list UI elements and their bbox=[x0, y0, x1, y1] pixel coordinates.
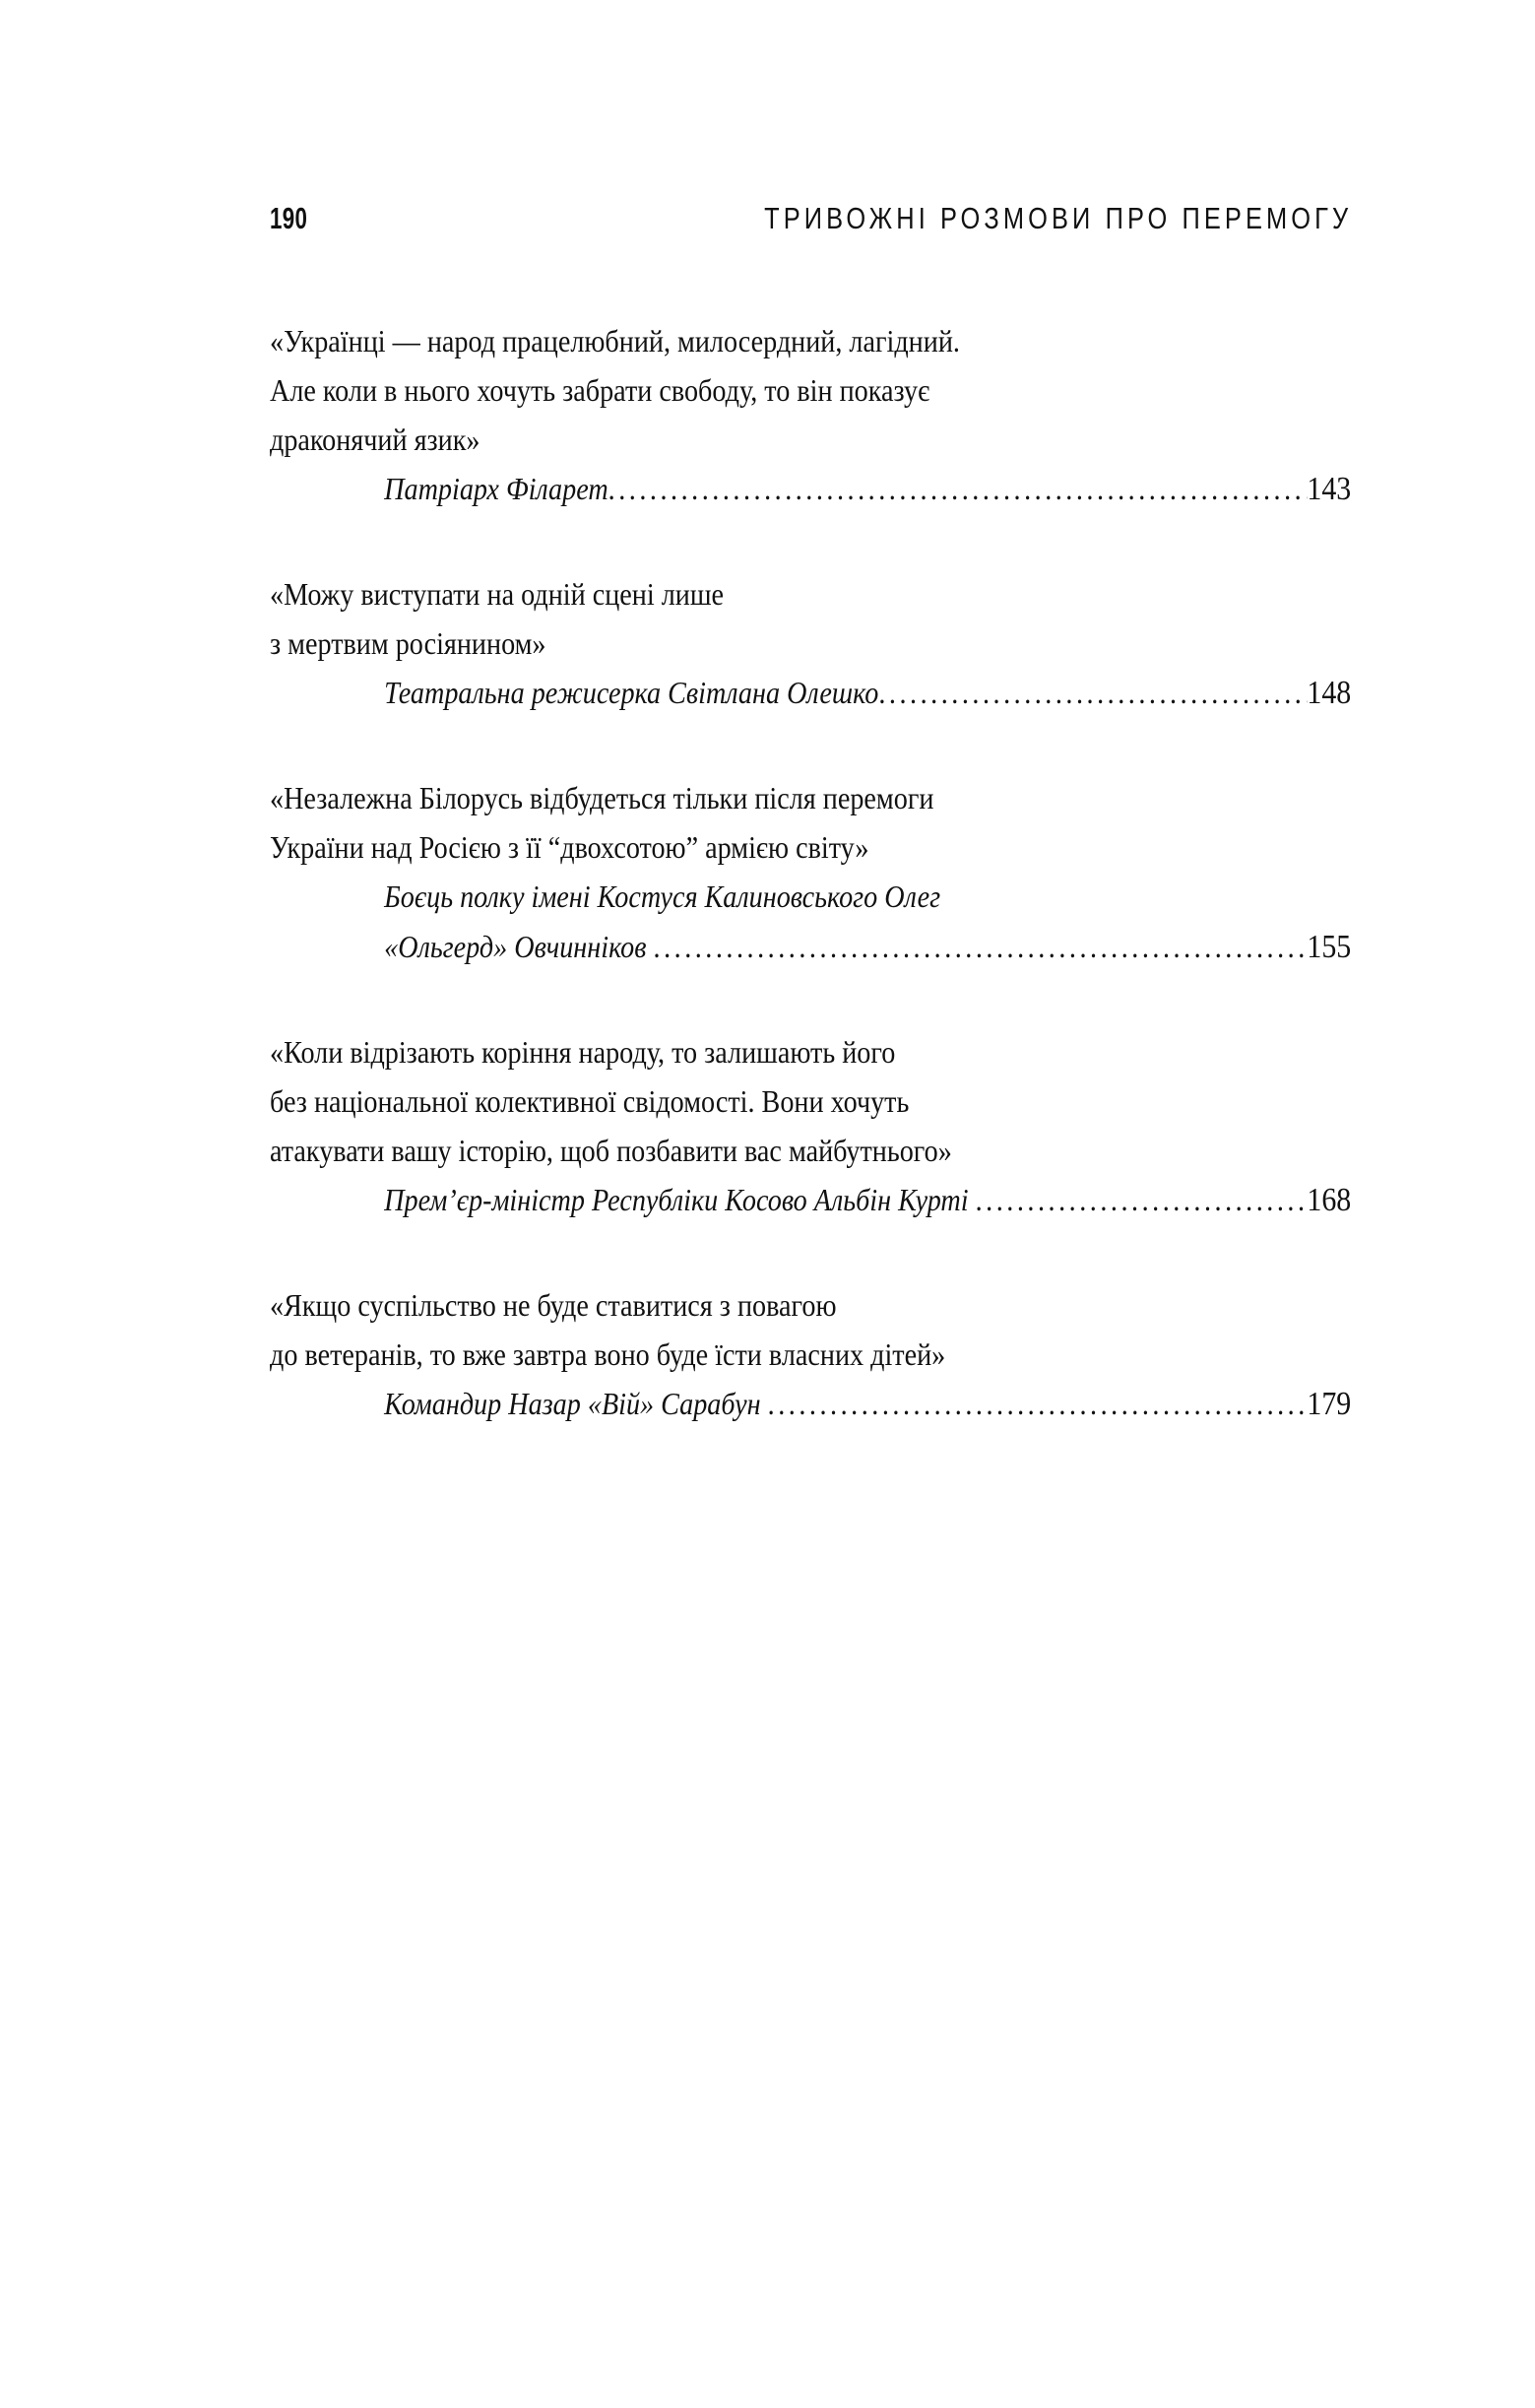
quote-line: атакувати вашу історію, щоб позбавити вас майбутнього» bbox=[270, 1133, 952, 1168]
page-header bbox=[270, 201, 1352, 236]
attribution-text: Театральна режисерка Світлана Олешко bbox=[384, 675, 879, 710]
quote-line: без національної колективної свідомості. Вони хочуть bbox=[270, 1083, 910, 1119]
page-number-value: 179 bbox=[1307, 1386, 1352, 1422]
dot-leader bbox=[768, 1379, 1308, 1429]
quote-line: України над Росією з її “двохсотою” армією світу» bbox=[270, 829, 869, 865]
toc-entry bbox=[270, 1280, 1351, 1429]
attribution-line bbox=[270, 668, 1351, 718]
quote-line: Але коли в нього хочуть забрати свободу, то він показує bbox=[270, 372, 930, 408]
page-number: 190 bbox=[270, 201, 308, 235]
attribution-text: «Ольгерд» Овчинніков bbox=[384, 929, 654, 964]
attribution-text: Патріарх Філарет bbox=[384, 471, 608, 506]
quote-line: «Якщо суспільство не буде ставитися з повагою bbox=[270, 1287, 837, 1323]
toc-entry bbox=[270, 316, 1351, 514]
quote-line: «Незалежна Білорусь відбудеться тільки після перемоги bbox=[270, 780, 934, 815]
toc-entry bbox=[270, 569, 1351, 718]
attribution-text: Боєць полку імені Костуся Калиновського Олег bbox=[384, 879, 941, 914]
attribution-line bbox=[270, 464, 1351, 514]
attribution-line bbox=[270, 1175, 1351, 1225]
page-number-value: 148 bbox=[1307, 675, 1352, 711]
page-number-value: 143 bbox=[1307, 471, 1352, 507]
attribution-line bbox=[270, 922, 1351, 972]
attribution-line bbox=[270, 1379, 1351, 1429]
toc-entry bbox=[270, 1027, 1351, 1225]
quote-line: «Коли відрізають коріння народу, то залишають його bbox=[270, 1034, 896, 1070]
toc-entry bbox=[270, 773, 1351, 972]
attribution-text: Прем’єр-міністр Республіки Косово Альбін Курті bbox=[384, 1182, 976, 1217]
page-number-value: 168 bbox=[1307, 1182, 1352, 1218]
dot-leader bbox=[976, 1175, 1308, 1225]
dot-leader bbox=[608, 464, 1308, 514]
toc-list bbox=[270, 316, 1351, 1429]
quote-line: з мертвим росіянином» bbox=[270, 625, 546, 661]
quote-line: «Можу виступати на одній сцені лише bbox=[270, 576, 725, 612]
page-number-value: 155 bbox=[1307, 929, 1352, 965]
attribution-line bbox=[270, 872, 1351, 922]
quote-line: «Українці — народ працелюбний, милосердний, лагідний. bbox=[270, 323, 960, 358]
dot-leader bbox=[878, 668, 1307, 718]
quote-line: драконячий язик» bbox=[270, 422, 480, 457]
running-head: ТРИВОЖНІ РОЗМОВИ ПРО ПЕРЕМОГУ bbox=[763, 201, 1352, 235]
dot-leader bbox=[654, 922, 1308, 972]
attribution-text: Командир Назар «Вій» Сарабун bbox=[384, 1386, 768, 1421]
quote-line: до ветеранів, то вже завтра воно буде їсти власних дітей» bbox=[270, 1336, 946, 1372]
